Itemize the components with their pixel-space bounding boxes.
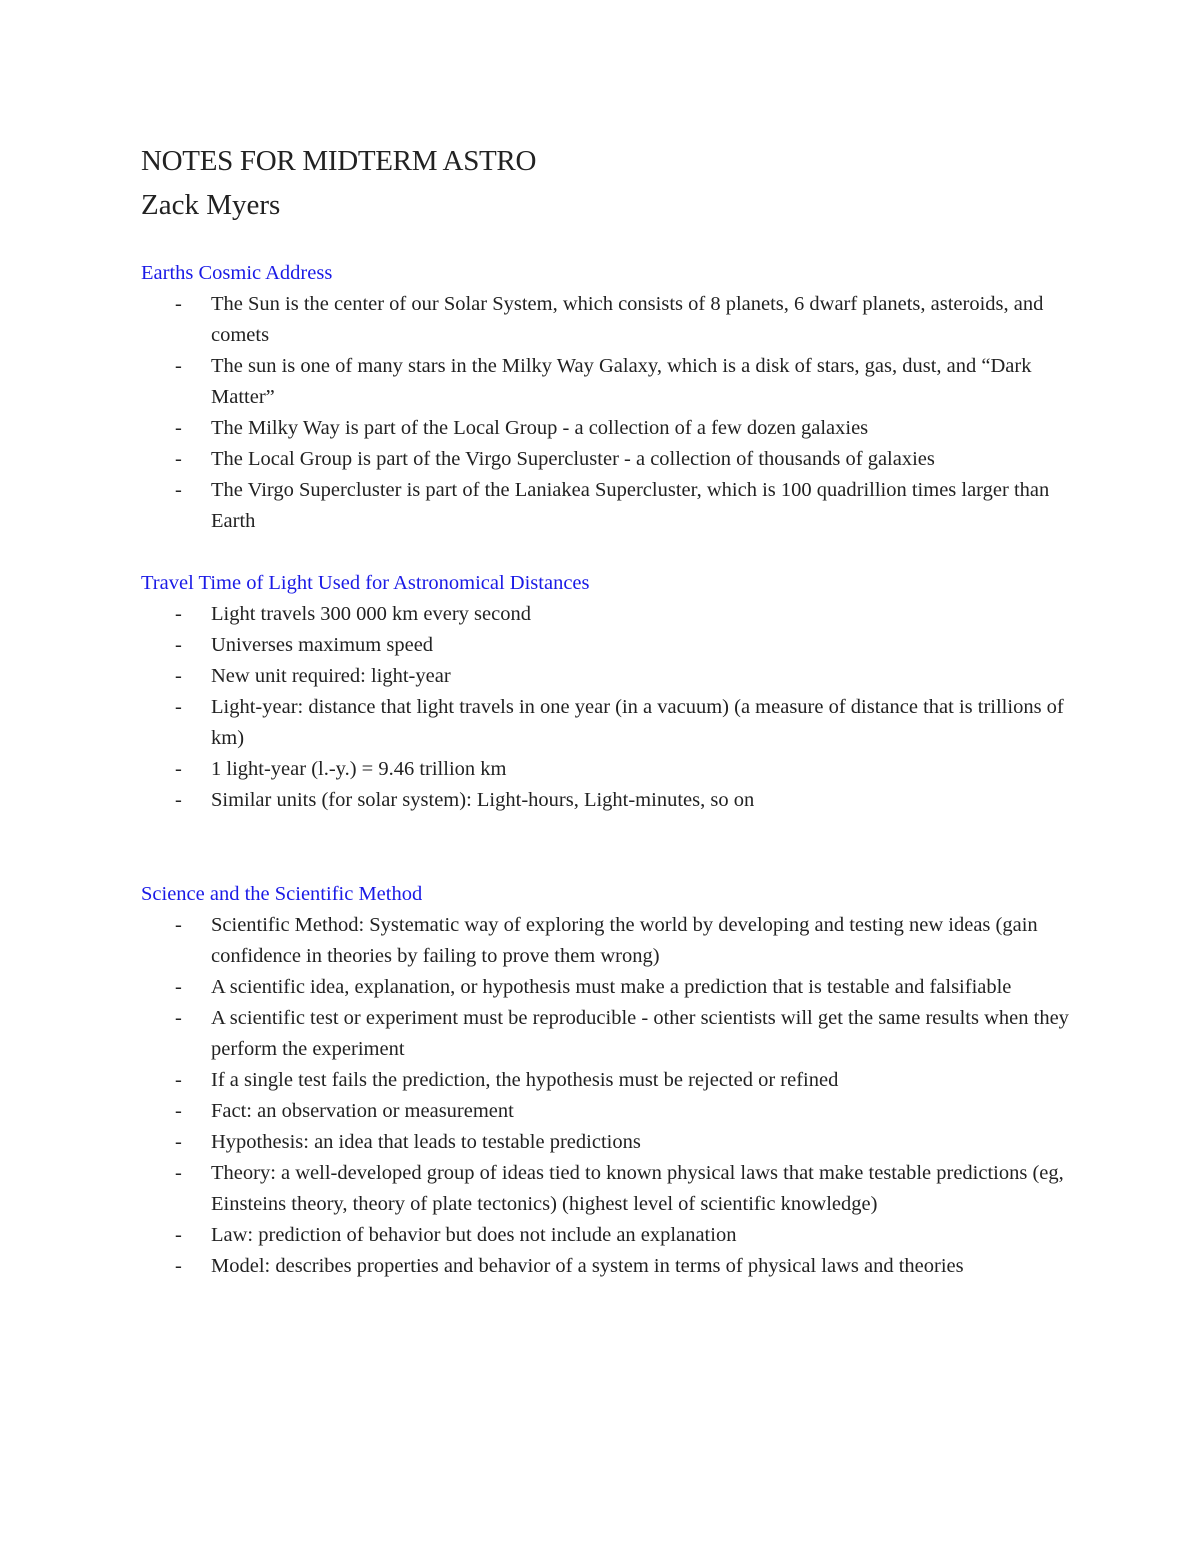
list-item bbox=[141, 1158, 1071, 1220]
dash-bullet-icon: - bbox=[175, 665, 182, 687]
dash-bullet-icon: - bbox=[175, 696, 182, 718]
dash-bullet-icon: - bbox=[175, 1162, 182, 1184]
section-cosmic-address bbox=[141, 258, 1071, 537]
list-item bbox=[141, 1096, 1071, 1127]
list-item-text: The Local Group is part of the Virgo Supercluster - a collection of thousands of galaxies bbox=[211, 448, 935, 470]
list-item bbox=[141, 351, 1071, 413]
list-item-text: Fact: an observation or measurement bbox=[211, 1100, 514, 1122]
dash-bullet-icon: - bbox=[175, 634, 182, 656]
list-item bbox=[141, 661, 1071, 692]
dash-bullet-icon: - bbox=[175, 448, 182, 470]
dash-bullet-icon: - bbox=[175, 1100, 182, 1122]
list-item bbox=[141, 692, 1071, 754]
list-item bbox=[141, 475, 1071, 537]
list-item bbox=[141, 754, 1071, 785]
bullet-list bbox=[141, 289, 1071, 537]
list-item bbox=[141, 972, 1071, 1003]
list-item bbox=[141, 1251, 1071, 1282]
section-heading: Earths Cosmic Address bbox=[141, 262, 333, 284]
list-item-text: New unit required: light-year bbox=[211, 665, 451, 687]
list-item-text: The Milky Way is part of the Local Group - a collection of a few dozen galaxies bbox=[211, 417, 869, 439]
list-item-text: 1 light-year (l.-y.) = 9.46 trillion km bbox=[211, 758, 507, 780]
document-author: Zack Myers bbox=[141, 189, 281, 221]
list-item-text: Similar units (for solar system): Light-hours, Light-minutes, so on bbox=[211, 789, 755, 811]
list-item-text: If a single test fails the prediction, the hypothesis must be rejected or refined bbox=[211, 1069, 839, 1091]
dash-bullet-icon: - bbox=[175, 976, 182, 998]
list-item-text: Law: prediction of behavior but does not include an explanation bbox=[211, 1224, 737, 1246]
section-heading: Science and the Scientific Method bbox=[141, 883, 423, 905]
list-item bbox=[141, 1003, 1071, 1065]
dash-bullet-icon: - bbox=[175, 293, 182, 315]
list-item bbox=[141, 413, 1071, 444]
dash-bullet-icon: - bbox=[175, 1007, 182, 1029]
list-item bbox=[141, 1065, 1071, 1096]
list-item-text: Theory: a well-developed group of ideas tied to known physical laws that make testable predictions (eg, Einsteins theory, theory of plate tectonics) (highest level of scientific knowledge) bbox=[211, 1162, 1064, 1215]
list-item-text: Hypothesis: an idea that leads to testable predictions bbox=[211, 1131, 641, 1153]
list-item bbox=[141, 785, 1071, 816]
dash-bullet-icon: - bbox=[175, 1069, 182, 1091]
dash-bullet-icon: - bbox=[175, 789, 182, 811]
list-item-text: A scientific test or experiment must be reproducible - other scientists will get the same results when they perform the experiment bbox=[211, 1007, 1069, 1060]
list-item-text: The Sun is the center of our Solar System, which consists of 8 planets, 6 dwarf planets, asteroids, and comets bbox=[211, 293, 1044, 346]
list-item-text: Light travels 300 000 km every second bbox=[211, 603, 531, 625]
dash-bullet-icon: - bbox=[175, 1255, 182, 1277]
bullet-list bbox=[141, 599, 1071, 816]
list-item bbox=[141, 1127, 1071, 1158]
list-item-text: The Virgo Supercluster is part of the Laniakea Supercluster, which is 100 quadrillion times larger than Earth bbox=[211, 479, 1050, 532]
list-item bbox=[141, 289, 1071, 351]
list-item bbox=[141, 599, 1071, 630]
list-item bbox=[141, 444, 1071, 475]
dash-bullet-icon: - bbox=[175, 355, 182, 377]
dash-bullet-icon: - bbox=[175, 1224, 182, 1246]
list-item-text: The sun is one of many stars in the Milky Way Galaxy, which is a disk of stars, gas, dust, and “Dark Matter” bbox=[211, 355, 1032, 408]
list-item-text: Model: describes properties and behavior of a system in terms of physical laws and theories bbox=[211, 1255, 964, 1277]
dash-bullet-icon: - bbox=[175, 479, 182, 501]
list-item-text: A scientific idea, explanation, or hypothesis must make a prediction that is testable and falsifiable bbox=[211, 976, 1012, 998]
list-item-text: Scientific Method: Systematic way of exploring the world by developing and testing new ideas (gain confidence in theories by failing to prove them wrong) bbox=[211, 914, 1038, 967]
section-scientific-method bbox=[141, 879, 1071, 1282]
list-item bbox=[141, 910, 1071, 972]
section-heading: Travel Time of Light Used for Astronomical Distances bbox=[141, 572, 590, 594]
list-item bbox=[141, 630, 1071, 661]
dash-bullet-icon: - bbox=[175, 914, 182, 936]
document-title: NOTES FOR MIDTERM ASTRO bbox=[141, 145, 537, 177]
list-item-text: Universes maximum speed bbox=[211, 634, 434, 656]
section-travel-time-of-light bbox=[141, 568, 1071, 816]
bullet-list bbox=[141, 910, 1071, 1282]
list-item-text: Light-year: distance that light travels in one year (in a vacuum) (a measure of distance that is trillions of km) bbox=[211, 696, 1064, 749]
document-page bbox=[141, 138, 1071, 1282]
dash-bullet-icon: - bbox=[175, 417, 182, 439]
dash-bullet-icon: - bbox=[175, 758, 182, 780]
list-item bbox=[141, 1220, 1071, 1251]
dash-bullet-icon: - bbox=[175, 1131, 182, 1153]
dash-bullet-icon: - bbox=[175, 603, 182, 625]
